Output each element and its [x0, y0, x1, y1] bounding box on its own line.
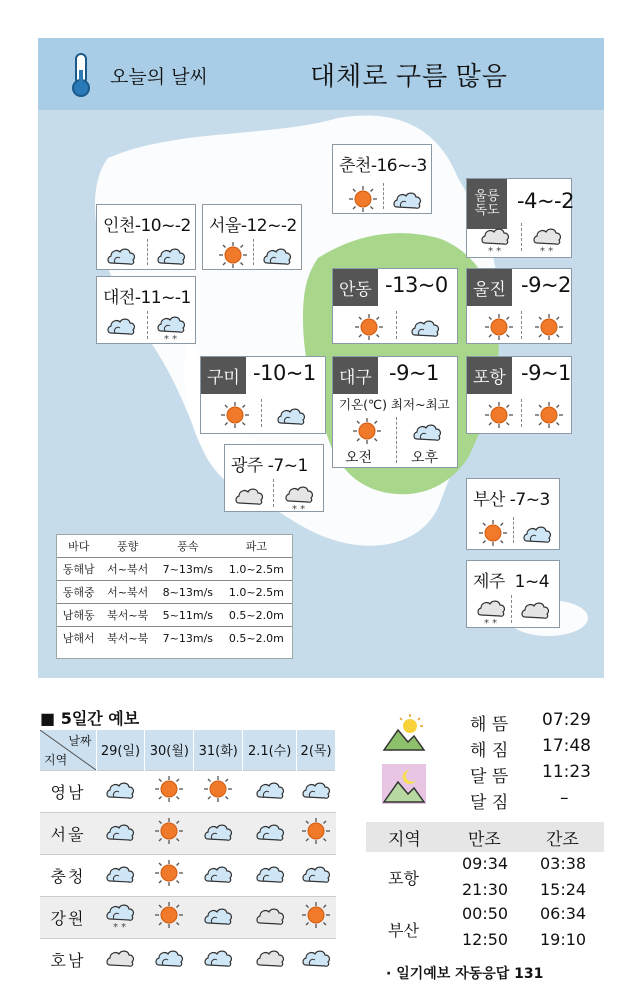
- sun-icon: [219, 401, 251, 433]
- marine-cell: 0.5~2.0m: [221, 604, 292, 627]
- city-card-seoul: [202, 204, 302, 270]
- forecast-cell: [96, 896, 145, 938]
- tide-table: [366, 822, 604, 852]
- forecast-title: ■ 5일간 예보: [40, 709, 140, 728]
- sun-icon: [300, 918, 332, 933]
- grey-cloud-icon: [519, 597, 551, 625]
- forecast-cell: [297, 896, 336, 938]
- tide-header-region: 지역: [388, 829, 421, 850]
- table-row: [57, 581, 292, 604]
- city-name: 제주: [473, 572, 505, 592]
- moonrise-label: 달 뜸: [470, 767, 509, 787]
- svg-text:* *: * *: [540, 246, 554, 255]
- forecast-cell: [145, 812, 194, 854]
- city-card-gwangju: [224, 444, 324, 512]
- city-card-jeju: [466, 560, 560, 628]
- forecast-row: [40, 854, 336, 896]
- city-name: 대구: [333, 357, 378, 394]
- forecast-cell: [243, 812, 297, 854]
- marine-header-wave: 파고: [221, 535, 292, 558]
- weather-map-panel: [38, 38, 604, 678]
- city-card-andong: [332, 268, 458, 344]
- tide-header: [366, 822, 604, 852]
- forecast-row: [40, 770, 336, 812]
- city-name: 구미: [201, 357, 246, 394]
- tide-header-high: 만조: [468, 829, 501, 850]
- moon-mountain-icon: [382, 764, 426, 804]
- sun-icon: [533, 401, 565, 433]
- city-card-daejeon: [96, 276, 196, 344]
- grey-snow-icon: [475, 595, 507, 631]
- sun-icon: [202, 792, 234, 807]
- table-row: [57, 558, 292, 581]
- forecast-cell: [194, 770, 243, 812]
- sun-icon: [300, 834, 332, 849]
- cloud-icon: [202, 958, 234, 973]
- weather-headline: 대체로 구름 많음: [310, 62, 508, 91]
- legend-temp-label: 기온(℃) 최저~최고: [339, 397, 450, 412]
- cloud-icon: [411, 419, 443, 447]
- sun-icon: [153, 918, 185, 933]
- grey-snow-icon: [283, 481, 315, 517]
- cloud-icon: [202, 874, 234, 889]
- tide-city: 부산: [388, 921, 419, 940]
- date-header: 31(화): [194, 730, 243, 770]
- tide-city: 포항: [388, 869, 419, 888]
- moonrise-row: [470, 762, 591, 787]
- table-row: [57, 604, 292, 627]
- city-name: 서울: [209, 216, 241, 236]
- marine-header-sea: 바다: [57, 535, 100, 558]
- city-temp: -9~1: [521, 361, 571, 385]
- marine-cell: 북서~북: [100, 604, 155, 627]
- cloud-icon: [261, 243, 293, 271]
- sunset-row: [470, 736, 591, 761]
- cloud-icon: [104, 874, 136, 889]
- cloud-icon: [409, 315, 441, 343]
- marine-cell: 동해중: [57, 581, 100, 604]
- forecast-row: [40, 812, 336, 854]
- marine-cell: 동해남: [57, 558, 100, 581]
- forecast-cell: [96, 938, 145, 980]
- sun-mountain-icon: [382, 712, 426, 752]
- tide-low-time: 15:24: [540, 880, 587, 899]
- region-label: 영남: [40, 770, 96, 812]
- svg-text:* *: * *: [488, 246, 502, 255]
- grey-cloud-icon: [254, 958, 286, 973]
- region-label: 서울: [40, 812, 96, 854]
- marine-cell: 8~13m/s: [155, 581, 221, 604]
- forecast-cell: [194, 938, 243, 980]
- sun-icon: [347, 185, 379, 217]
- sunset-label: 해 짐: [470, 741, 509, 761]
- city-temp: -10~1: [253, 361, 316, 385]
- forecast-row: [40, 896, 336, 938]
- city-card-incheon: [96, 204, 196, 270]
- marine-cell: 5~11m/s: [155, 604, 221, 627]
- tide-high-time: 09:34: [462, 854, 509, 873]
- city-name: 춘천: [339, 156, 371, 176]
- sun-icon: [153, 792, 185, 807]
- city-card-ulleung-dokdo: [466, 178, 572, 258]
- city-name: 포항: [467, 357, 512, 394]
- moonset-row: [470, 788, 569, 813]
- city-temp: -10~-2: [134, 216, 191, 236]
- cloud-icon: [155, 243, 187, 271]
- city-name: 인천: [103, 216, 135, 236]
- forecast-cell: [297, 938, 336, 980]
- forecast-cell: [145, 854, 194, 896]
- forecast-cell: [96, 812, 145, 854]
- city-temp: -16~-3: [370, 156, 427, 176]
- forecast-cell: [297, 770, 336, 812]
- city-temp: -4~-2: [517, 189, 574, 213]
- city-temp: -11~-1: [134, 288, 191, 308]
- legend-am-label: 오전: [345, 450, 373, 466]
- corner-date-label: 날짜: [68, 734, 92, 748]
- tide-low-time: 06:34: [540, 904, 587, 923]
- grey-cloud-icon: [104, 958, 136, 973]
- forecast-cell: [145, 938, 194, 980]
- grey-cloud-icon: [233, 483, 265, 511]
- svg-text:* *: * *: [164, 334, 178, 343]
- sun-icon: [533, 313, 565, 345]
- cloud-snow-icon: [155, 311, 187, 347]
- city-name: 울진: [467, 269, 512, 306]
- forecast-cell: [145, 770, 194, 812]
- cloud-icon: [254, 832, 286, 847]
- grey-cloud-icon: [254, 916, 286, 931]
- marine-forecast-table: [56, 534, 293, 659]
- marine-cell: 남해서: [62, 632, 95, 645]
- sun-icon: [153, 876, 185, 891]
- moonrise-time: 11:23: [542, 762, 591, 782]
- city-temp: 1~4: [514, 572, 550, 592]
- sun-icon: [483, 401, 515, 433]
- forecast-cell: [194, 854, 243, 896]
- cloud-icon: [202, 916, 234, 931]
- marine-header-wind-speed: 풍속: [155, 535, 221, 558]
- sunrise-label: 해 뜸: [470, 715, 509, 735]
- city-temp: -9~2: [521, 273, 571, 297]
- region-label: 충청: [40, 854, 96, 896]
- city-card-uljin: [466, 268, 572, 344]
- date-header: 2(목): [297, 730, 336, 770]
- legend-pm-label: 오후: [411, 450, 439, 466]
- forecast-cell: [297, 812, 336, 854]
- forecast-phone-footer: · 일기예보 자동응답 131: [386, 966, 544, 982]
- forecast-row: [40, 938, 336, 980]
- cloud-icon: [254, 790, 286, 805]
- forecast-cell: [194, 896, 243, 938]
- tide-low-time: 03:38: [540, 854, 587, 873]
- marine-cell: 0.5~2.0m: [228, 631, 284, 645]
- cloud-icon: [104, 832, 136, 847]
- svg-text:* *: * *: [292, 504, 306, 513]
- table-row: [57, 627, 292, 650]
- region-label: 강원: [40, 896, 96, 938]
- cloud-icon: [104, 790, 136, 805]
- date-header: 29(일): [96, 730, 145, 770]
- thermometer-icon: [68, 52, 94, 98]
- city-card-daegu: [332, 356, 458, 468]
- forecast-cell: [243, 770, 297, 812]
- sunrise-time: 07:29: [542, 710, 591, 730]
- sunrise-row: [470, 710, 591, 735]
- city-card-pohang: [466, 356, 572, 434]
- cloud-icon: [105, 313, 137, 341]
- city-card-gumi: [200, 356, 326, 434]
- city-temp: -9~1: [389, 361, 439, 385]
- forecast-cell: [96, 770, 145, 812]
- forecast-cell: [194, 812, 243, 854]
- forecast-cell: [145, 896, 194, 938]
- cloud-icon: [254, 874, 286, 889]
- date-header: 30(월): [145, 730, 194, 770]
- sun-icon: [483, 313, 515, 345]
- sun-icon: [477, 519, 509, 551]
- grey-snow-icon: [531, 223, 563, 259]
- moonset-label: 달 짐: [470, 793, 509, 813]
- cloud-icon: [275, 403, 307, 431]
- city-name: 울릉독도: [467, 179, 507, 229]
- tide-high-time: 21:30: [462, 880, 509, 899]
- marine-cell: 7~13m/s: [155, 558, 221, 581]
- region-label: 호남: [40, 938, 96, 980]
- five-day-forecast-table: [40, 730, 336, 980]
- forecast-cell: [297, 854, 336, 896]
- city-temp: -12~-2: [240, 216, 297, 236]
- cloud-icon: [521, 521, 553, 549]
- date-header: 2.1(수): [243, 730, 297, 770]
- sun-icon: [217, 241, 249, 273]
- marine-cell: 남해동: [57, 604, 100, 627]
- cloud-icon: [300, 874, 332, 889]
- tide-high-time: 00:50: [462, 904, 509, 923]
- city-name: 대전: [103, 288, 135, 308]
- moonset-time: –: [560, 788, 569, 808]
- corner-region-label: 지역: [44, 752, 68, 767]
- city-name: 광주: [231, 456, 263, 476]
- forecast-cell: [243, 896, 297, 938]
- tide-low-time: 19:10: [540, 930, 587, 949]
- forecast-cell: [243, 938, 297, 980]
- map-header: [38, 38, 604, 110]
- city-temp: -7~3: [509, 490, 550, 510]
- marine-cell: 서~북서: [100, 581, 155, 604]
- cloud-icon: [391, 187, 423, 215]
- cloud-icon: [300, 790, 332, 805]
- svg-text:* *: * *: [484, 618, 498, 627]
- marine-cell: 7~13m/s: [162, 631, 214, 645]
- city-temp: -7~1: [267, 456, 308, 476]
- forecast-cell: [243, 854, 297, 896]
- today-weather-label: 오늘의 날씨: [110, 66, 208, 88]
- cloud-icon: [300, 958, 332, 973]
- marine-cell: 북서~북: [107, 632, 149, 645]
- city-name: 안동: [333, 269, 378, 306]
- forecast-cell: [96, 854, 145, 896]
- city-temp: -13~0: [385, 273, 448, 297]
- sun-icon: [351, 417, 383, 449]
- sun-icon: [153, 834, 185, 849]
- cloud-icon: [202, 832, 234, 847]
- marine-cell: 1.0~2.5m: [221, 558, 292, 581]
- sun-icon: [353, 313, 385, 345]
- marine-cell: 서~북서: [100, 558, 155, 581]
- cloud-snow-icon: [104, 920, 136, 935]
- grey-snow-icon: [479, 223, 511, 259]
- city-card-busan: [466, 478, 560, 550]
- svg-text:* *: * *: [113, 922, 127, 931]
- cloud-icon: [105, 243, 137, 271]
- corner-header: [40, 730, 96, 770]
- tide-high-time: 12:50: [462, 930, 509, 949]
- tide-header-low: 간조: [546, 829, 579, 850]
- sunset-time: 17:48: [542, 736, 591, 756]
- marine-cell: 1.0~2.5m: [221, 581, 292, 604]
- cloud-icon: [153, 958, 185, 973]
- city-name: 부산: [473, 490, 505, 510]
- city-card-chuncheon: [332, 144, 432, 214]
- marine-header-wind-dir: 풍향: [100, 535, 155, 558]
